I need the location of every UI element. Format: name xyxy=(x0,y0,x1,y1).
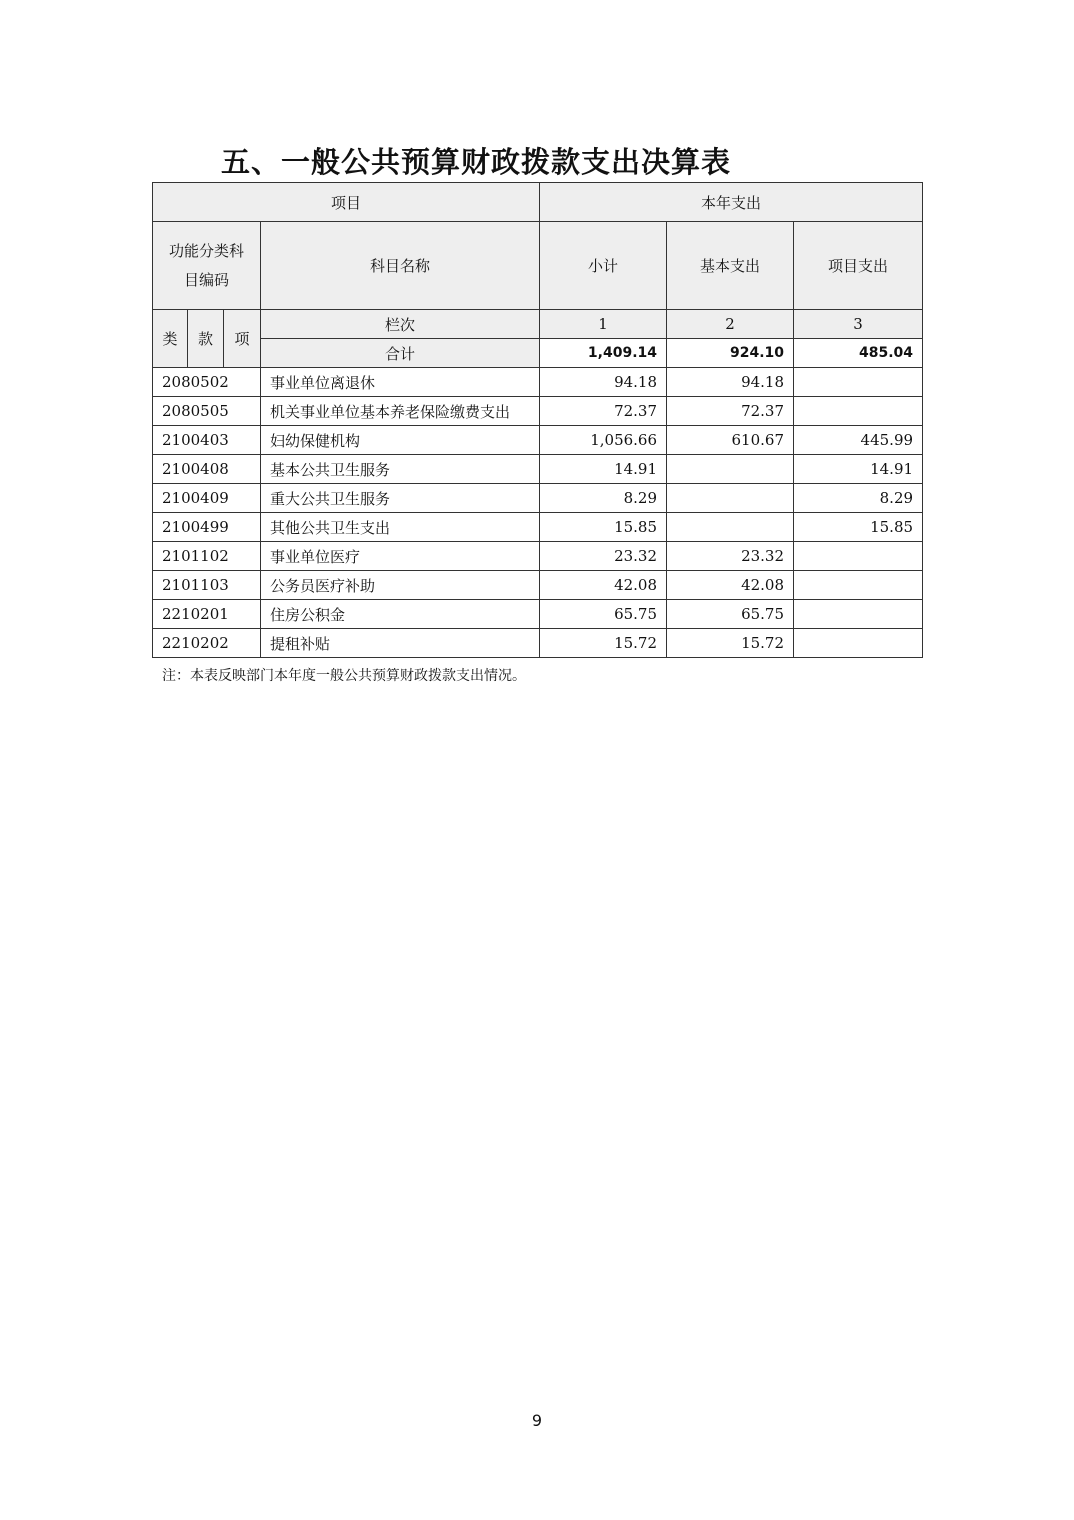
row-basic: 65.75 xyxy=(667,600,794,629)
header-subtotal: 小计 xyxy=(540,222,667,310)
row-project: 8.29 xyxy=(794,484,923,513)
row-project xyxy=(794,397,923,426)
row-basic: 94.18 xyxy=(667,368,794,397)
page-title: 五、一般公共预算财政拨款支出决算表 xyxy=(221,145,732,179)
row-basic: 15.72 xyxy=(667,629,794,658)
header-subject-name: 科目名称 xyxy=(261,222,540,310)
row-subtotal: 94.18 xyxy=(540,368,667,397)
total-label: 合计 xyxy=(261,339,540,368)
header-column-index: 栏次 xyxy=(261,310,540,339)
table-row xyxy=(153,629,923,658)
row-project xyxy=(794,600,923,629)
row-basic: 610.67 xyxy=(667,426,794,455)
row-project: 15.85 xyxy=(794,513,923,542)
row-name: 重大公共卫生服务 xyxy=(261,484,540,513)
expenditure-table xyxy=(152,182,923,658)
total-row xyxy=(153,339,923,368)
header-current-year-expenditure: 本年支出 xyxy=(540,183,923,222)
row-name: 其他公共卫生支出 xyxy=(261,513,540,542)
row-subtotal: 72.37 xyxy=(540,397,667,426)
row-subtotal: 1,056.66 xyxy=(540,426,667,455)
row-subtotal: 8.29 xyxy=(540,484,667,513)
table-row xyxy=(153,426,923,455)
table-row xyxy=(153,571,923,600)
header-col-1: 1 xyxy=(540,310,667,339)
row-code: 2101103 xyxy=(153,571,261,600)
header-item: 项 xyxy=(224,310,261,368)
header-function-code: 功能分类科目编码 xyxy=(153,222,261,310)
header-category: 类 xyxy=(153,310,188,368)
header-project: 项目 xyxy=(153,183,540,222)
row-project: 445.99 xyxy=(794,426,923,455)
row-subtotal: 15.72 xyxy=(540,629,667,658)
row-project xyxy=(794,542,923,571)
header-col-2: 2 xyxy=(667,310,794,339)
row-code: 2210202 xyxy=(153,629,261,658)
page-number: 9 xyxy=(531,1411,543,1430)
row-name: 提租补贴 xyxy=(261,629,540,658)
row-code: 2080505 xyxy=(153,397,261,426)
row-subtotal: 14.91 xyxy=(540,455,667,484)
table-row xyxy=(153,368,923,397)
table-note: 注：本表反映部门本年度一般公共预算财政拨款支出情况。 xyxy=(162,668,526,684)
table-row xyxy=(153,542,923,571)
header-section: 款 xyxy=(188,310,224,368)
row-basic: 72.37 xyxy=(667,397,794,426)
header-basic-expenditure: 基本支出 xyxy=(667,222,794,310)
row-project xyxy=(794,629,923,658)
table-row xyxy=(153,397,923,426)
row-code: 2100403 xyxy=(153,426,261,455)
row-project: 14.91 xyxy=(794,455,923,484)
row-code: 2080502 xyxy=(153,368,261,397)
row-name: 事业单位医疗 xyxy=(261,542,540,571)
row-subtotal: 65.75 xyxy=(540,600,667,629)
row-code: 2210201 xyxy=(153,600,261,629)
row-name: 基本公共卫生服务 xyxy=(261,455,540,484)
row-basic xyxy=(667,513,794,542)
header-col-3: 3 xyxy=(794,310,923,339)
row-basic xyxy=(667,455,794,484)
row-subtotal: 42.08 xyxy=(540,571,667,600)
table-row xyxy=(153,484,923,513)
table-row xyxy=(153,513,923,542)
row-subtotal: 23.32 xyxy=(540,542,667,571)
row-name: 妇幼保健机构 xyxy=(261,426,540,455)
row-code: 2100499 xyxy=(153,513,261,542)
table-row xyxy=(153,600,923,629)
row-name: 机关事业单位基本养老保险缴费支出 xyxy=(261,397,540,426)
row-code: 2101102 xyxy=(153,542,261,571)
row-project xyxy=(794,571,923,600)
row-basic: 42.08 xyxy=(667,571,794,600)
row-code: 2100408 xyxy=(153,455,261,484)
row-name: 公务员医疗补助 xyxy=(261,571,540,600)
total-subtotal: 1,409.14 xyxy=(540,339,667,368)
total-basic: 924.10 xyxy=(667,339,794,368)
row-subtotal: 15.85 xyxy=(540,513,667,542)
total-project: 485.04 xyxy=(794,339,923,368)
row-name: 住房公积金 xyxy=(261,600,540,629)
header-project-expenditure: 项目支出 xyxy=(794,222,923,310)
table-row xyxy=(153,455,923,484)
row-project xyxy=(794,368,923,397)
row-code: 2100409 xyxy=(153,484,261,513)
row-name: 事业单位离退休 xyxy=(261,368,540,397)
row-basic xyxy=(667,484,794,513)
row-basic: 23.32 xyxy=(667,542,794,571)
